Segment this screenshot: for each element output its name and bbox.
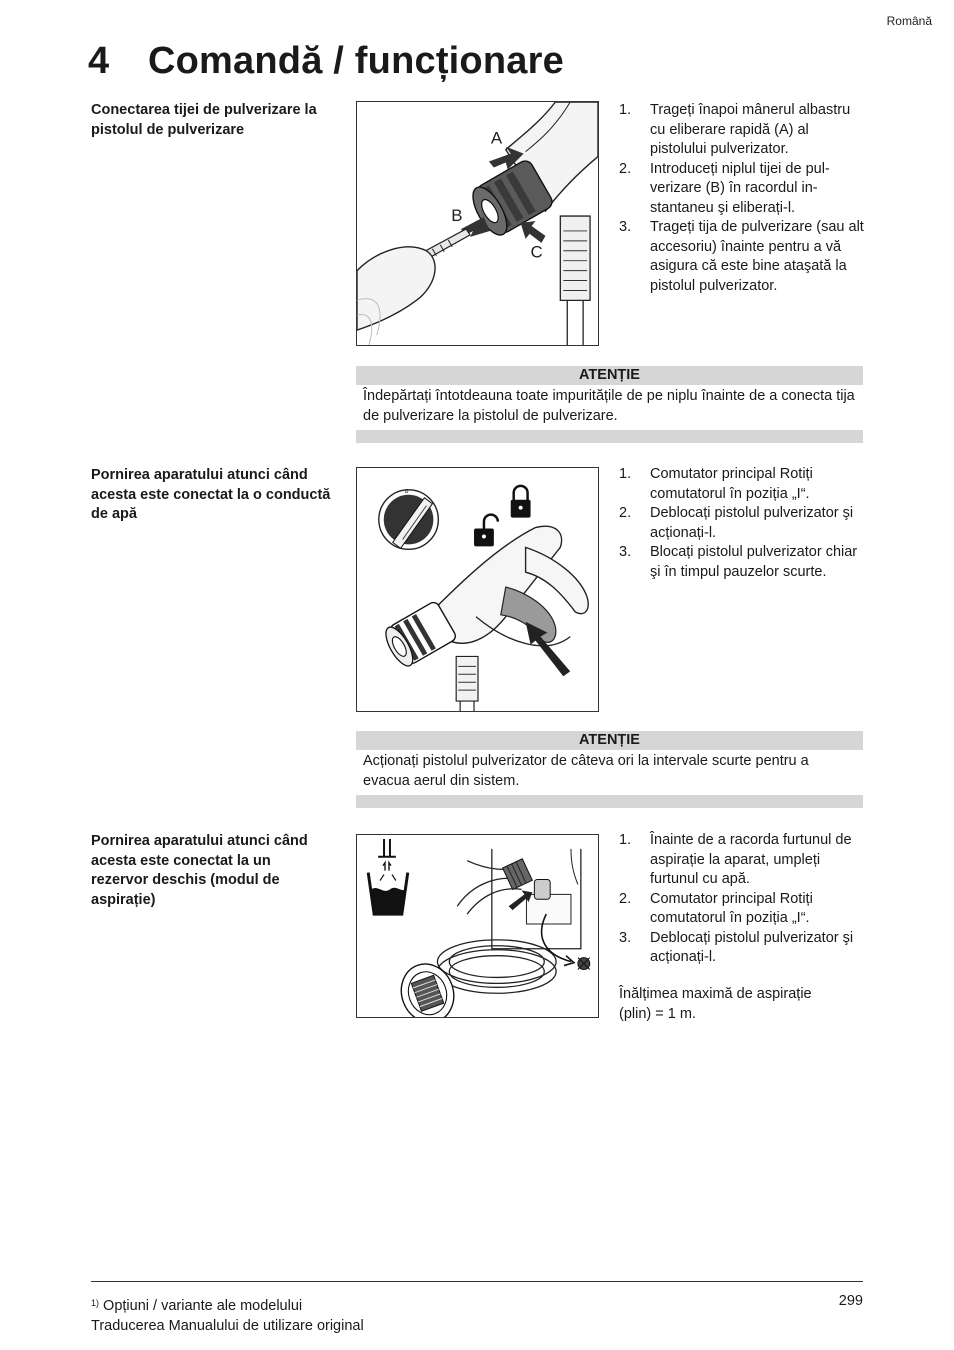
footer-divider bbox=[91, 1281, 863, 1282]
label-b: B bbox=[451, 206, 463, 226]
chapter-number: 4 bbox=[88, 40, 110, 82]
attention-footer-bar bbox=[356, 430, 863, 443]
steps-start-suction bbox=[619, 831, 865, 968]
section-title-connect-lance: Conectarea tijei de pulverizare la pistolul de pulverizare bbox=[91, 102, 317, 138]
attention-box-air bbox=[356, 731, 863, 808]
step-item: 1. Comutator principal Rotiți comutatorul în poziția „I“. bbox=[619, 466, 813, 502]
attention-text: Îndepărtați întotdeauna toate impuritățile de pe niplu înainte de a conecta tija de pulverizare la pistolul de pulverizare. bbox=[363, 388, 855, 424]
attention-box-nipple bbox=[356, 366, 863, 443]
steps-connect-lance bbox=[619, 101, 865, 296]
step-item: 3. Deblocați pistolul pulverizator şi acționați-l. bbox=[619, 929, 854, 965]
chapter-title: Comandă / funcționare bbox=[148, 40, 564, 82]
illustration-spray-gun-lock bbox=[357, 468, 598, 711]
section-title-start-water-line: Pornirea aparatului atunci când acesta este conectat la o conductă de apă bbox=[91, 467, 331, 522]
step-item: 3. Blocați pistolul pulverizator chiar şi în timpul pauzelor scurte. bbox=[619, 544, 858, 580]
translation-note: Traducerea Manualului de utilizare original bbox=[91, 1318, 364, 1334]
section-title-start-suction: Pornirea aparatului atunci când acesta este conectat la un rezervor deschis (modul de aspirație) bbox=[91, 833, 308, 908]
illustration-suction-hose bbox=[357, 835, 598, 1017]
footnote: $^{1)}$ Opțiuni / variante ale modelului bbox=[91, 1298, 303, 1314]
step-item: 3. Trageți tija de pulverizare (sau alt accesoriu) înainte pentru a vă asigura că este bine ataşată la pistolul pulverizator. bbox=[619, 219, 864, 294]
step-item: 1. Trageți înapoi mânerul albastru cu eliberare rapidă (A) al pistolului pulverizator. bbox=[619, 102, 851, 157]
page-number: 299 bbox=[838, 1293, 863, 1309]
lock-closed-icon bbox=[511, 486, 531, 518]
chapter-heading bbox=[88, 40, 564, 83]
illustration-quick-coupling bbox=[357, 102, 598, 345]
figure-start-gun bbox=[356, 467, 599, 712]
attention-heading: ATENȚIE bbox=[356, 366, 863, 385]
steps-start-water-line bbox=[619, 465, 865, 582]
figure-connect-lance bbox=[356, 101, 599, 346]
figure-suction-mode bbox=[356, 834, 599, 1018]
suction-height-note: Înălțimea maximă de aspirație (plin) = 1 m. bbox=[619, 986, 812, 1022]
attention-text: Acționați pistolul pulverizator de câteva ori la intervale scurte pentru a evacua aerul din sistem. bbox=[363, 753, 809, 789]
water-container-icon bbox=[368, 839, 408, 914]
label-a: A bbox=[490, 128, 503, 148]
step-item: 2. Comutator principal Rotiți comutatorul în poziția „I“. bbox=[619, 890, 813, 926]
label-c: C bbox=[530, 242, 543, 262]
step-item: 1. Înainte de a racorda furtunul de aspirație la aparat, umpleți furtunul cu apă. bbox=[619, 832, 852, 887]
svg-text:o: o bbox=[404, 487, 409, 495]
valve-fitting bbox=[578, 958, 590, 970]
lock-open-icon bbox=[474, 515, 498, 547]
step-item: 2. Introduceți niplul tijei de pulverizare (B) în racordul instantaneu şi eliberați-l. bbox=[619, 160, 830, 216]
attention-heading: ATENȚIE bbox=[356, 731, 863, 750]
step-item: 2. Deblocați pistolul pulverizator şi acționați-l. bbox=[619, 505, 854, 541]
attention-footer-bar bbox=[356, 795, 863, 808]
footer-notes bbox=[91, 1293, 364, 1336]
language-label: Română bbox=[886, 14, 932, 28]
